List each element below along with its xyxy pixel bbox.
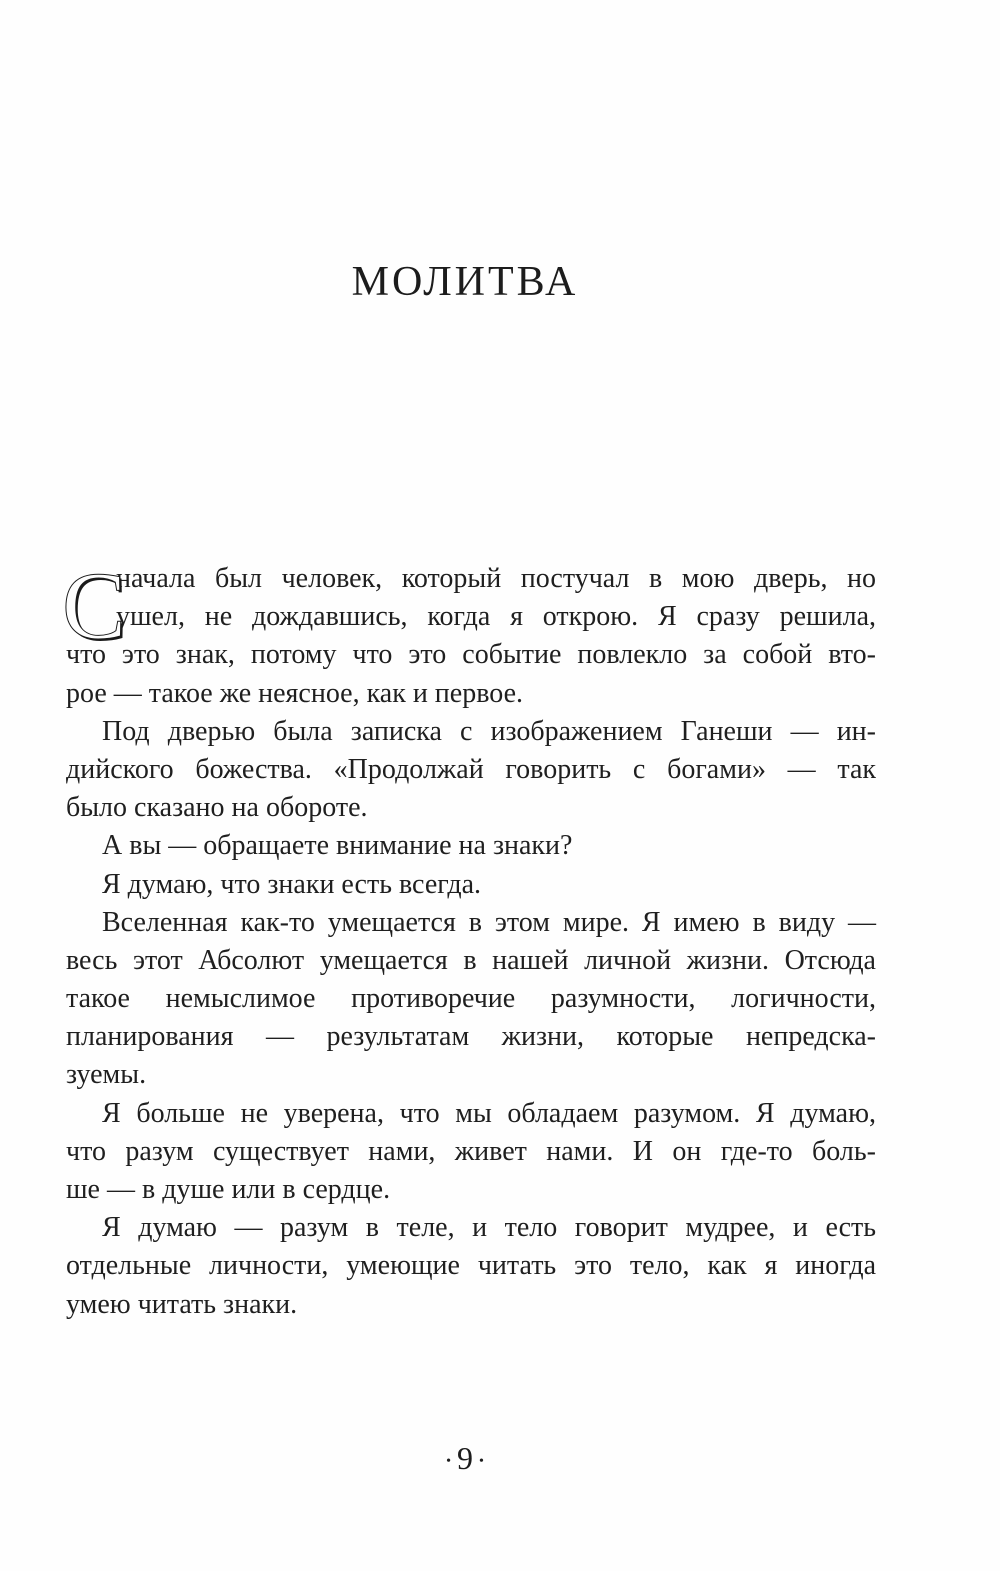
drop-cap: С — [62, 552, 127, 659]
text-line: ушел, не дождавшись, когда я открою. Я сразу решила, — [116, 601, 876, 633]
text-line: ше — в душе или в сердце. — [66, 1174, 391, 1205]
text-line: Я думаю — разум в теле, и тело говорит мудрее, и есть — [102, 1212, 876, 1244]
text-line: дийского божества. «Продолжай говорить с богами» — так — [66, 753, 876, 785]
text-line: Вселенная как-то умещается в этом мире. Я имею в виду — — [102, 906, 876, 938]
folio-ornament-right: • — [479, 1453, 484, 1469]
paragraph-lines — [66, 560, 876, 1324]
text-line: начала был человек, который постучал в мою дверь, но — [116, 563, 876, 594]
folio-ornament-left: • — [446, 1453, 451, 1469]
text-line: рое — такое же неясное, как и первое. — [66, 677, 524, 709]
text-line: зуемы. — [66, 1059, 147, 1091]
text-line: А вы — обращаете внимание на знаки? — [102, 830, 573, 862]
text-line: такое немыслимое противоречие разумности, логичности, — [66, 983, 876, 1015]
text-line: планирования — результатам жизни, которые непредска- — [66, 1021, 876, 1053]
chapter-body — [62, 552, 876, 1324]
page-number-footer — [0, 1438, 930, 1482]
chapter-title: МОЛИТВА — [351, 259, 579, 305]
text-line: что разум существует нами, живет нами. И он где-то боль- — [66, 1135, 876, 1167]
text-line: что это знак, потому что это событие повлекло за собой вто- — [66, 639, 876, 671]
text-line: было сказано на обороте. — [66, 792, 368, 824]
page-number: 9 — [457, 1440, 473, 1476]
text-line: Я больше не уверена, что мы обладаем разумом. Я думаю, — [102, 1097, 876, 1129]
text-line: весь этот Абсолют умещается в нашей личной жизни. Отсюда — [66, 944, 876, 976]
text-line: Под дверью была записка с изображением Ганеши — ин- — [102, 715, 876, 747]
text-line: Я думаю, что знаки есть всегда. — [102, 868, 482, 900]
text-line: умею читать знаки. — [66, 1288, 298, 1320]
text-line: отдельные личности, умеющие читать это тело, как я иногда — [66, 1250, 876, 1282]
